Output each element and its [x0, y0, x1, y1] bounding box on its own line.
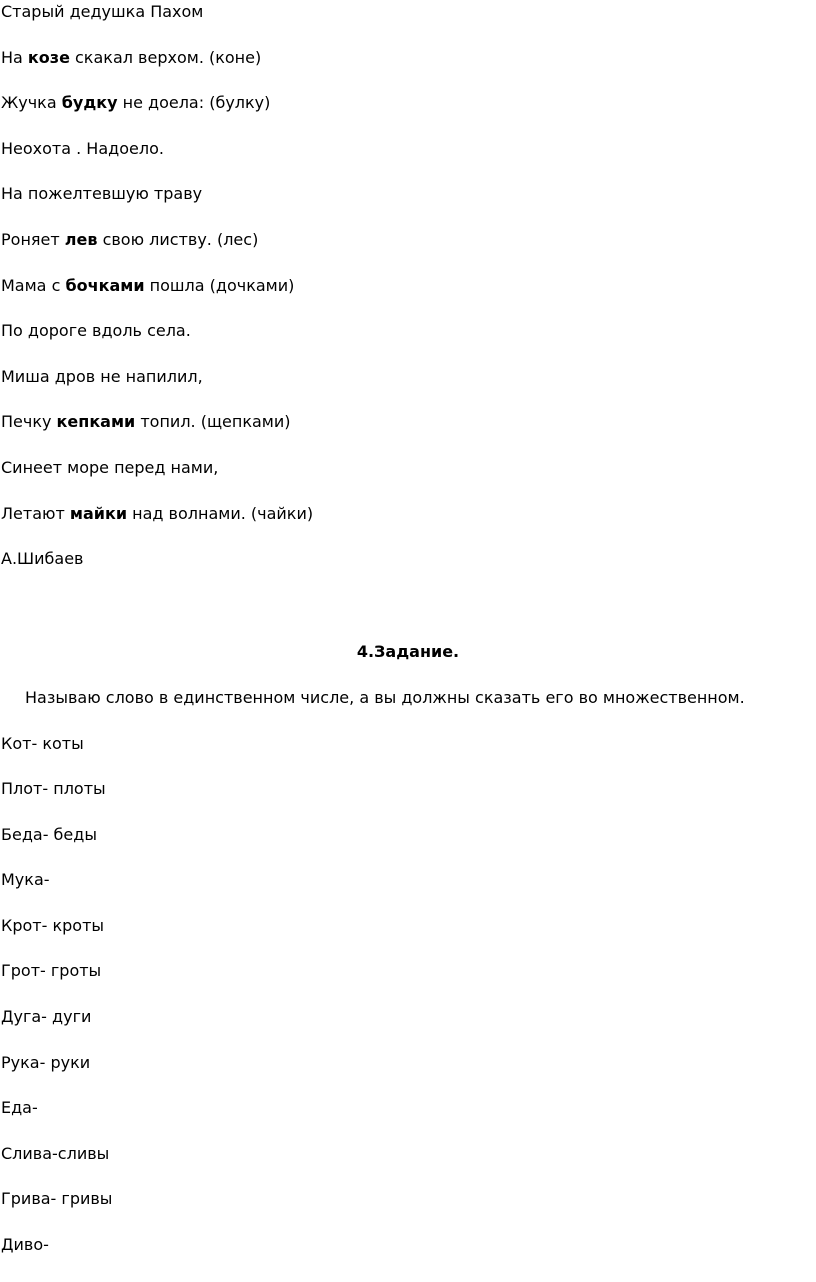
poem-line	[1, 139, 164, 159]
word-pair: Грива- гривы	[1, 1189, 113, 1208]
poem-text: На пожелтевшую траву	[1, 184, 203, 203]
poem-line	[1, 230, 258, 250]
poem-text: По дороге вдоль села.	[1, 321, 191, 340]
poem-bold-word: лев	[64, 230, 98, 249]
poem-text: не доела: (булку)	[117, 93, 271, 112]
poem-text: Летают	[1, 504, 70, 523]
poem-text: Мама с	[1, 276, 66, 295]
poem-text: На	[1, 48, 28, 67]
poem-text: Синеет море перед нами,	[1, 458, 219, 477]
poem-line	[1, 321, 191, 341]
poem-text: Печку	[1, 412, 57, 431]
poem-bold-word: бочками	[65, 276, 145, 295]
word-pair: Еда-	[1, 1098, 38, 1117]
poem-line	[1, 93, 270, 113]
poem-line	[1, 504, 313, 524]
poem-line	[1, 48, 261, 68]
word-pair: Плот- плоты	[1, 779, 106, 798]
poem-bold-word: майки	[69, 504, 128, 523]
word-pair: Грот- гроты	[1, 961, 102, 980]
poem-text: топил. (щепками)	[135, 412, 291, 431]
poem-text: над волнами. (чайки)	[127, 504, 314, 523]
word-pair: Мука-	[1, 870, 50, 889]
poem-text: Жучка	[1, 93, 62, 112]
poem-text: Роняет	[1, 230, 65, 249]
poem-bold-word: козе	[27, 48, 70, 67]
poem-text: свою листву. (лес)	[97, 230, 259, 249]
poem-text: скакал верхом. (коне)	[69, 48, 262, 67]
word-pair: Дуга- дуги	[1, 1007, 92, 1026]
task-heading: 4.Задание.	[356, 642, 460, 661]
poem-text: Старый дедушка Пахом	[1, 2, 204, 21]
word-pair: Рука- руки	[1, 1053, 91, 1072]
poem-line	[1, 2, 203, 22]
poem-line	[1, 412, 291, 432]
poem-text: Миша дров не напилил,	[1, 367, 203, 386]
word-pair: Диво-	[1, 1235, 49, 1254]
task-instruction: Называю слово в единственном числе, а вы должны сказать его во множественном.	[25, 688, 745, 707]
poem-text: Неохота . Надоело.	[1, 139, 164, 158]
poem-author: А.Шибаев	[1, 549, 84, 568]
poem-bold-word: будку	[61, 93, 118, 112]
poem-line	[1, 367, 203, 387]
poem-line	[1, 184, 202, 204]
word-pair: Крот- кроты	[1, 916, 105, 935]
poem-line	[1, 276, 294, 296]
word-pair: Беда- беды	[1, 825, 97, 844]
word-pair: Кот- коты	[1, 734, 84, 753]
poem-bold-word: кепками	[56, 412, 136, 431]
poem-text: пошла (дочками)	[144, 276, 295, 295]
word-pair: Слива-сливы	[1, 1144, 110, 1163]
poem-line	[1, 458, 218, 478]
